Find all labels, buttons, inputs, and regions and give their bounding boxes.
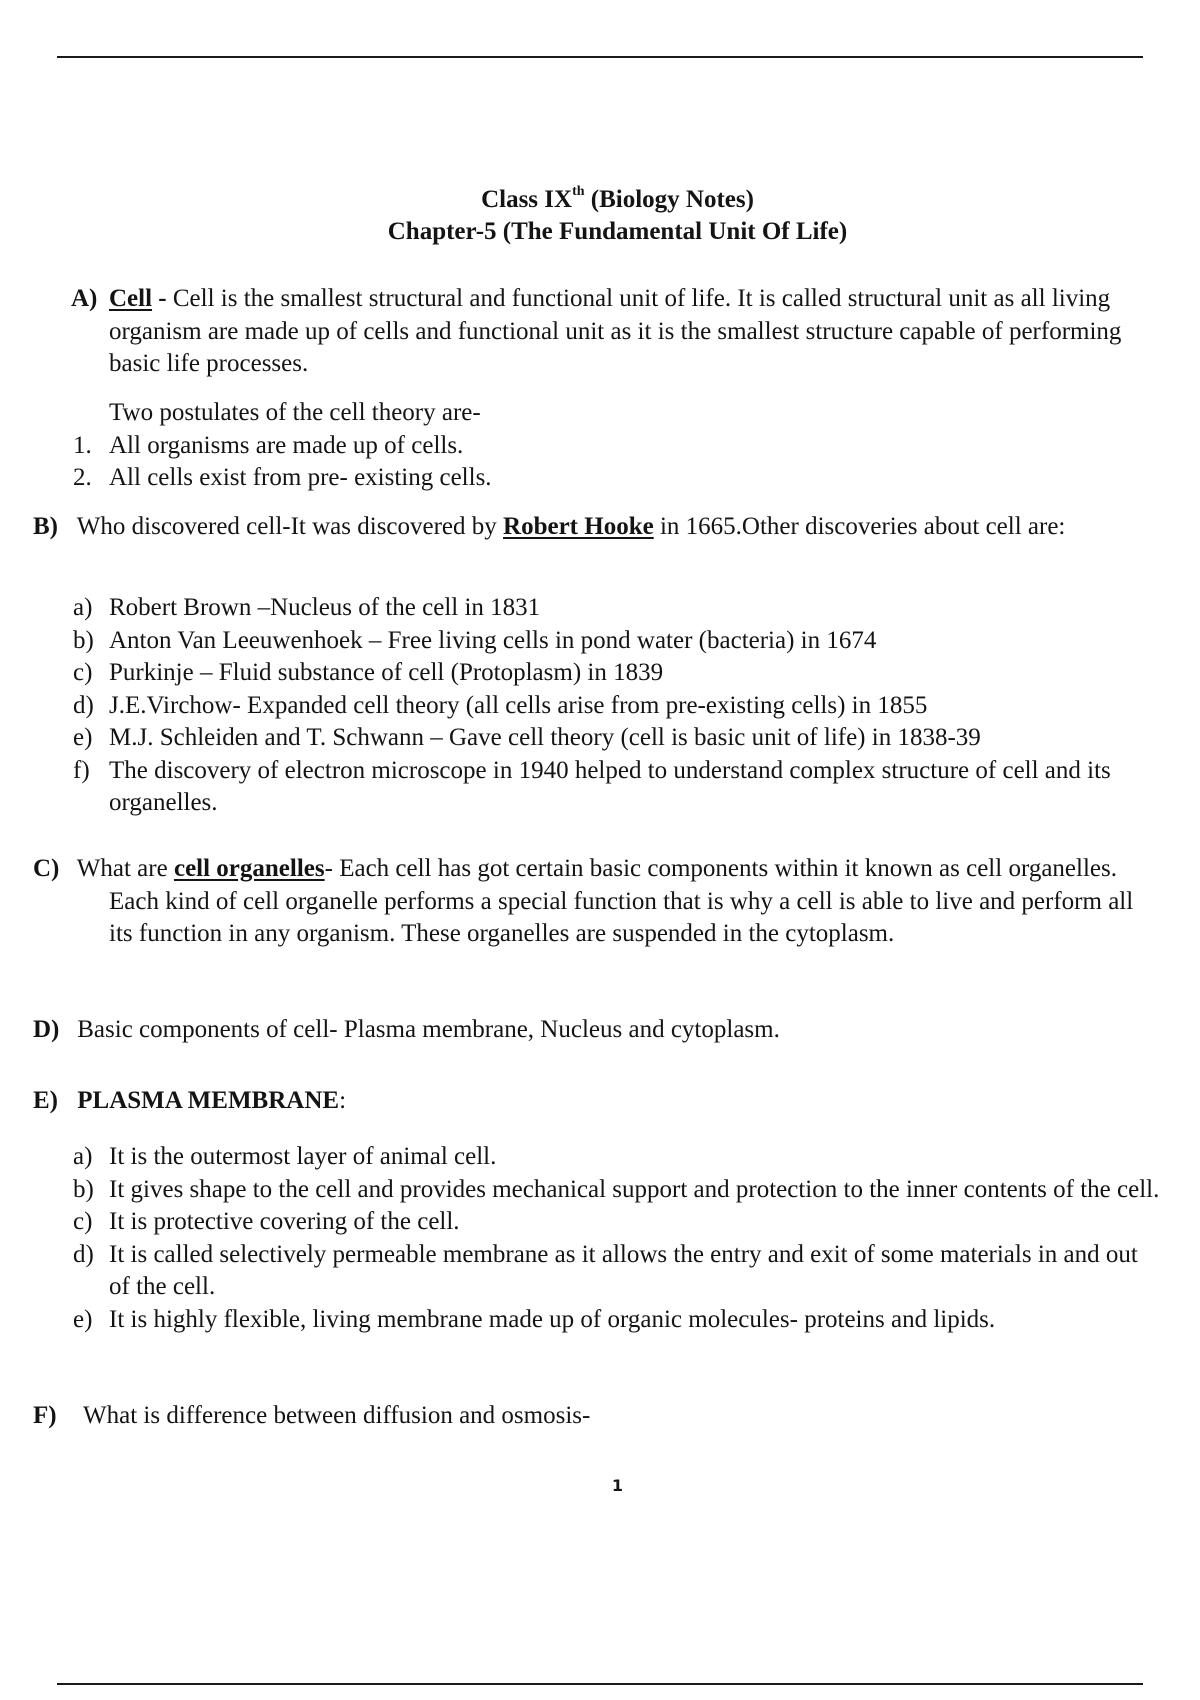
postulates-list xyxy=(35,430,1161,495)
cell-term: Cell xyxy=(109,285,153,312)
cell-organelles-term: cell organelles xyxy=(173,855,325,882)
list-item: c) It is protective covering of the cell. xyxy=(73,1208,460,1235)
section-e xyxy=(33,1085,1161,1118)
plasma-membrane-heading: E) PLASMA MEMBRANE: xyxy=(33,1087,347,1114)
page-title: Class IXth (Biology Notes) xyxy=(481,184,754,213)
bottom-rule xyxy=(57,1683,1143,1685)
list-item: b) It gives shape to the cell and provides mechanical support and protection to the inner contents of the cell. xyxy=(73,1175,1160,1203)
section-c xyxy=(33,853,1161,951)
list-item: f) The discovery of electron microscope in 1940 helped to understand complex structure of cell and its organelles. xyxy=(73,756,1111,816)
list-item: e) It is highly flexible, living membrane made up of organic molecules- proteins and lipids. xyxy=(73,1305,996,1333)
plasma-membrane-list-block xyxy=(71,1141,1161,1336)
section-b xyxy=(33,511,1161,544)
section-d-paragraph: D) Basic components of cell- Plasma membrane, Nucleus and cytoplasm. xyxy=(33,1016,780,1043)
section-c-paragraph: C) What are cell organelles- Each cell has got certain basic components within it known as cell organelles. Each kind of cell organelle performs a special function that is why a cell is able to live and perform all its function in any organism. These organelles are suspended in the cytoplasm. xyxy=(33,855,1134,947)
chapter-title: Chapter-5 (The Fundamental Unit Of Life) xyxy=(387,218,848,245)
robert-hooke-name: Robert Hooke xyxy=(503,513,654,540)
section-b-paragraph: B) Who discovered cell-It was discovered by Robert Hooke in 1665.Other discoveries about cell are: xyxy=(33,513,1066,540)
list-item: c) Purkinje – Fluid substance of cell (Protoplasm) in 1839 xyxy=(73,659,664,686)
section-a-paragraph: A) Cell - Cell is the smallest structural and functional unit of life. It is called structural unit as all living organism are made up of cells and functional unit as it is the smallest structure capable of performing basic life processes. xyxy=(71,285,1122,377)
top-rule xyxy=(57,56,1143,58)
list-item: 2. All cells exist from pre- existing cells. xyxy=(73,464,492,491)
section-d xyxy=(33,1014,1161,1047)
list-item: 1. All organisms are made up of cells. xyxy=(73,431,464,459)
discoveries-list xyxy=(35,592,1161,820)
postulates-intro: Two postulates of the cell theory are- xyxy=(109,399,481,426)
page-number: 1 xyxy=(611,1476,624,1495)
section-a xyxy=(71,283,1161,381)
list-item: d) J.E.Virchow- Expanded cell theory (all cells arise from pre-existing cells) in 1855 xyxy=(73,691,928,719)
list-item: e) M.J. Schleiden and T. Schwann – Gave cell theory (cell is basic unit of life) in 1838-39 xyxy=(73,724,981,751)
section-f xyxy=(33,1400,1161,1433)
list-item: a) It is the outermost layer of animal cell. xyxy=(73,1143,497,1170)
list-item: b) Anton Van Leeuwenhoek – Free living cells in pond water (bacteria) in 1674 xyxy=(73,626,877,654)
list-item: a) Robert Brown –Nucleus of the cell in 1831 xyxy=(73,594,541,621)
plasma-membrane-list xyxy=(35,1141,1161,1336)
list-item: d) It is called selectively permeable membrane as it allows the entry and exit of some materials in and out of the cell. xyxy=(73,1240,1138,1300)
postulates xyxy=(71,397,1161,495)
discoveries-list-block xyxy=(71,592,1161,820)
section-f-paragraph: F) What is difference between diffusion and osmosis- xyxy=(33,1402,591,1429)
